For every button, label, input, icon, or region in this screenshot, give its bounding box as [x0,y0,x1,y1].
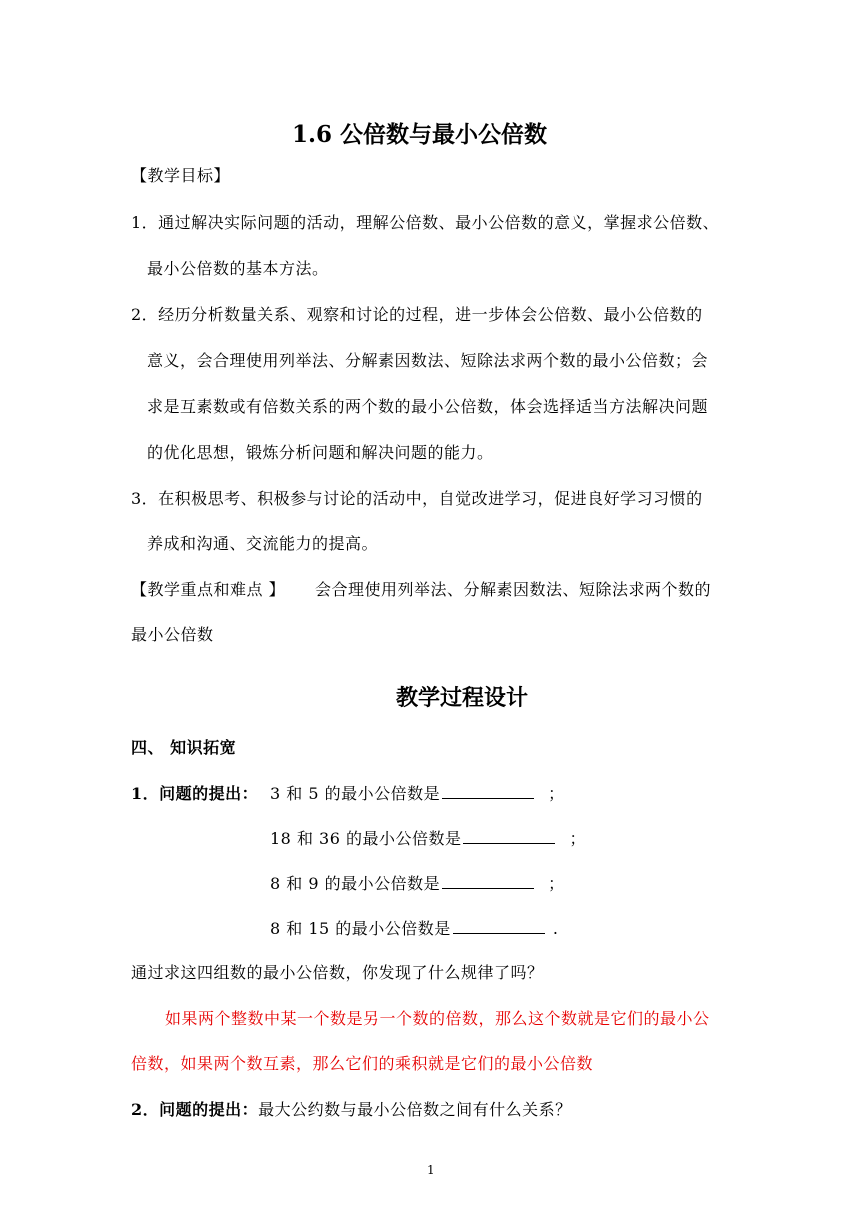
fill-in-end: . [552,919,559,938]
objective-2-line-4: 的优化思想，锻炼分析问题和解决问题的能力。 [147,443,494,462]
answer-text-line-2: 倍数，如果两个数互素，那么它们的乘积就是它们的最小公倍数 [131,1054,594,1073]
objective-1-line-2: 最小公倍数的基本方法。 [147,259,329,278]
objective-3-line-1: 3．在积极思考、积极参与讨论的活动中，自觉改进学习，促进良好学习习惯的 [131,489,703,508]
page-number: 1 [427,1163,435,1177]
objectives-heading: 【教学目标】 [131,166,231,185]
fill-in-text: 18 和 36 的最小公倍数是 [270,829,462,848]
objective-2-line-3: 求是互素数或有倍数关系的两个数的最小公倍数，体会选择适当方法解决问题 [147,397,709,416]
fill-in-end: ； [548,874,565,893]
question-2-text: 最大公约数与最小公倍数之间有什么关系？ [258,1100,572,1119]
discovery-question: 通过求这四组数的最小公倍数，你发现了什么规律了吗？ [131,963,544,982]
answer-blank[interactable] [463,829,555,844]
page-title: 1.6 公倍数与最小公倍数 [292,121,548,148]
fill-in-item-2 [270,826,586,849]
fill-in-end: ； [569,829,586,848]
question-2 [131,1097,572,1120]
key-points-text-line-2: 最小公倍数 [131,625,214,644]
question-2-label: 2．问题的提出： [131,1100,259,1119]
section-4-heading: 四、 知识拓宽 [131,738,237,757]
answer-blank[interactable] [453,919,545,934]
key-points-label: 【教学重点和难点 】 [131,580,286,599]
key-points-text-line-1: 会合理使用列举法、分解素因数法、短除法求两个数的 [315,580,712,599]
fill-in-item-4 [270,916,558,939]
answer-text-line-1: 如果两个整数中某一个数是另一个数的倍数，那么这个数就是它们的最小公 [165,1009,710,1028]
fill-in-text: 8 和 15 的最小公倍数是 [270,919,451,938]
objective-2-line-1: 2．经历分析数量关系、观察和讨论的过程，进一步体会公倍数、最小公倍数的 [131,305,703,324]
fill-in-item-1 [270,781,565,804]
section-title: 教学过程设计 [396,685,529,711]
objective-2-line-2: 意义，会合理使用列举法、分解素因数法、短除法求两个数的最小公倍数；会 [147,351,709,370]
objective-3-line-2: 养成和沟通、交流能力的提高。 [147,534,379,553]
fill-in-end: ； [548,784,565,803]
objective-1-line-1: 1．通过解决实际问题的活动，理解公倍数、最小公倍数的意义，掌握求公倍数、 [131,213,720,232]
fill-in-text: 3 和 5 的最小公倍数是 [270,784,441,803]
question-1-label: 1．问题的提出： [131,784,259,803]
answer-blank[interactable] [442,874,534,889]
answer-blank[interactable] [442,784,534,799]
fill-in-text: 8 和 9 的最小公倍数是 [270,874,441,893]
fill-in-item-3 [270,871,565,894]
